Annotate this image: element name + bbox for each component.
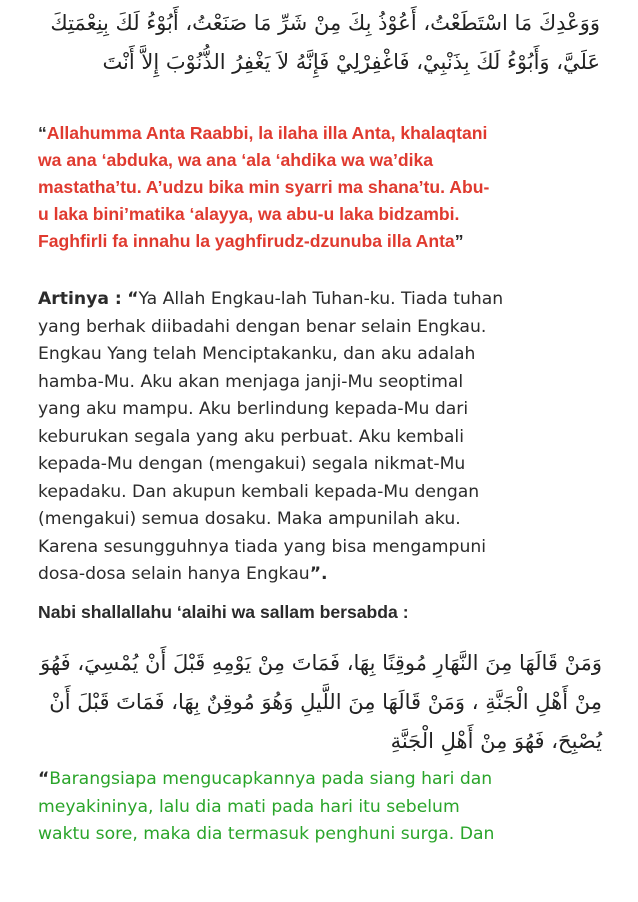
translation-line: yang aku mampu. Aku berlindung kepada-Mu dari (38, 399, 469, 419)
hadith-translation-line: waktu sore, maka dia termasuk penghuni surga. Dan (38, 824, 495, 844)
transliteration-line: mastatha’tu. A’udzu bika min syarri ma shana’tu. Abu- (38, 177, 490, 197)
arabic-prayer-line: وَوَعْدِكَ مَا اسْتَطَعْتُ، أَعُوْذُ بِكَ مِنْ شَرِّ مَا صَنَعْتُ، أَبُوْءُ لَكَ بِنِعْمَتِكَ (50, 11, 600, 35)
translation-line: Artinya : “Ya Allah Engkau-lah Tuhan-ku. Tiada tuhan (38, 289, 504, 309)
translation-line: Karena sesungguhnya tiada yang bisa mengampuni (38, 536, 487, 557)
arabic-hadith (38, 644, 602, 761)
translation (38, 286, 608, 589)
translation-line: (mengakui) semua dosaku. Maka ampunilah aku. (38, 509, 461, 529)
transliteration-line: “Allahumma Anta Raabbi, la ilaha illa Anta, khalaqtani (38, 123, 488, 143)
close-quote: ” (454, 231, 464, 251)
translation-line: dosa-dosa selain hanya Engkau”. (38, 564, 328, 584)
hadith-heading: Nabi shallallahu ‘alaihi wa sallam bersabda : (38, 602, 409, 622)
translation-line: yang berhak diibadahi dengan benar selain Engkau. (38, 316, 487, 337)
arabic-hadith-line: يُصْبِحَ، فَهُوَ مِنْ أَهْلِ الْجَنَّةِ (390, 729, 602, 753)
transliteration-line: wa ana ‘abduka, wa ana ‘ala ‘ahdika wa wa’dika (38, 150, 434, 170)
arabic-hadith-line: وَمَنْ قَالَهَا مِنَ النَّهَارِ مُوقِنًا بِهَا، فَمَاتَ مِنْ يَوْمِهِ قَبْلَ أَنْ يُمْسِيَ، فَهُوَ (40, 651, 602, 675)
arabic-prayer (38, 4, 600, 82)
open-quote: “ (38, 769, 50, 789)
transliteration-line: u laka bini’matika ‘alayya, wa abu-u laka bidzambi. (38, 204, 460, 224)
hadith-translation-line: meyakininya, lalu dia mati pada hari itu sebelum (38, 796, 460, 817)
translation-line: hamba-Mu. Aku akan menjaga janji-Mu seoptimal (38, 371, 464, 392)
translation-line: kepada-Mu dengan (mengakui) segala nikmat-Mu (38, 454, 466, 474)
translation-line: keburukan segala yang aku perbuat. Aku kembali (38, 426, 464, 447)
hadith-translation (38, 766, 608, 849)
transliteration-line: Faghfirli fa innahu la yaghfirudz-dzunuba illa Anta” (38, 231, 464, 251)
hadith-translation-line: “Barangsiapa mengucapkannya pada siang hari dan (38, 769, 493, 789)
arabic-prayer-line: عَلَيَّ، وَأَبُوْءُ لَكَ بِذَنْبِيْ، فَاغْفِرْلِيْ فَإِنَّهُ لاَ يَغْفِرُ الذُّنُوْبَ إِلاَّ أَنْتَ (102, 50, 600, 74)
transliteration (38, 120, 608, 255)
translation-label: Artinya : (38, 289, 122, 309)
open-quote: “ (38, 123, 47, 143)
arabic-hadith-line: مِنْ أَهْلِ الْجَنَّةِ ، وَمَنْ قَالَهَا مِنَ اللَّيلِ وَهُوَ مُوقِنٌ بِهَا، فَمَاتَ قَبْلَ أَنْ (49, 690, 602, 714)
translation-line: kepadaku. Dan akupun kembali kepada-Mu dengan (38, 481, 480, 502)
translation-line: Engkau Yang telah Menciptakanku, dan aku adalah (38, 344, 476, 364)
close-quote: ”. (309, 564, 328, 584)
open-quote: “ (127, 289, 139, 309)
